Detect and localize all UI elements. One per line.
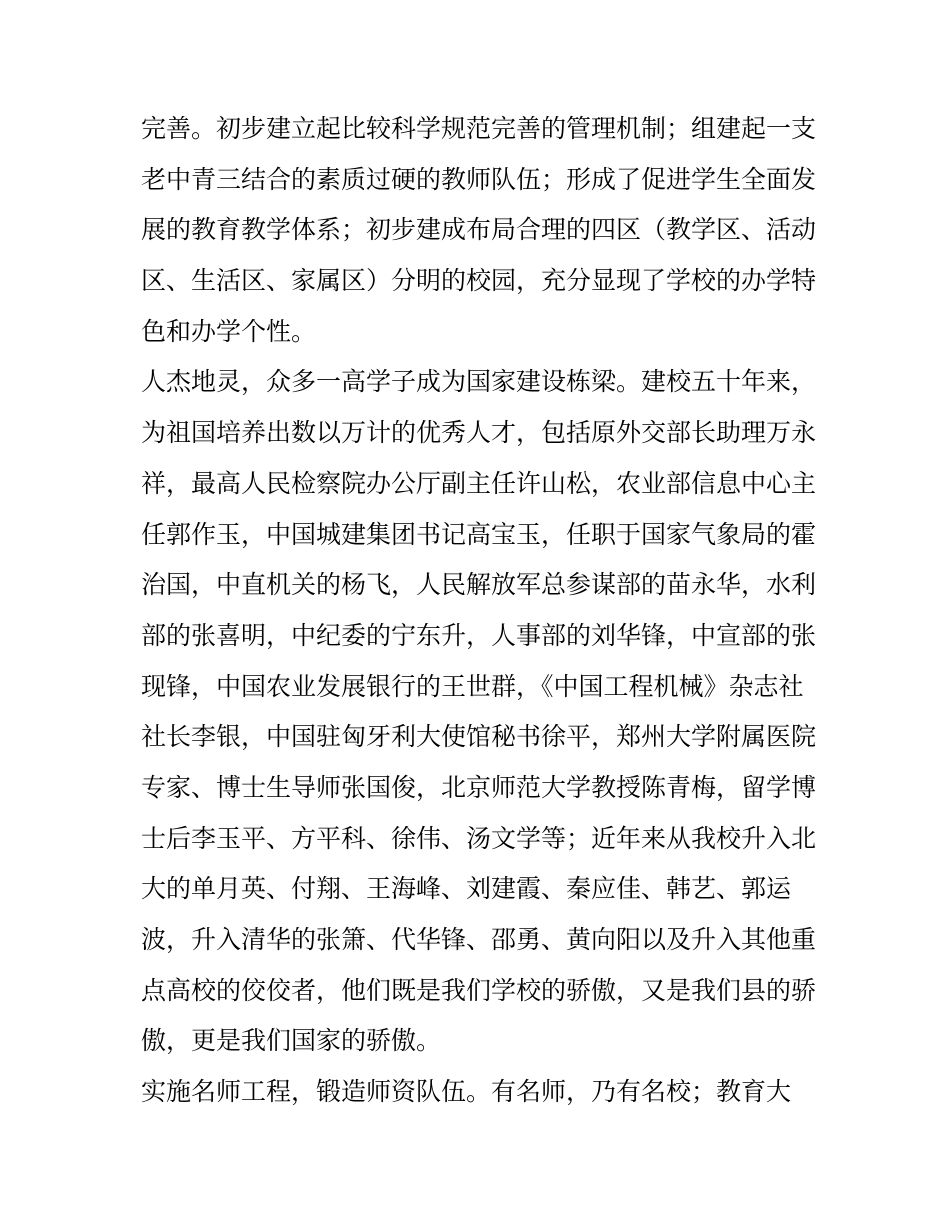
text-line: 点高校的佼佼者，他们既是我们学校的骄傲，又是我们县的骄: [141, 975, 817, 1005]
text-line: 傲，更是我们国家的骄傲。: [141, 1026, 442, 1056]
text-line: 祥，最高人民检察院办公厅副主任许山松，农业部信息中心主: [141, 468, 817, 498]
text-line: 治国，中直机关的杨飞，人民解放军总参谋部的苗永华，水利: [141, 570, 817, 600]
paragraph-school-development: [141, 104, 817, 357]
text-line: 专家、博士生导师张国俊，北京师范大学教授陈青梅，留学博: [141, 772, 817, 802]
text-line: 老中青三结合的素质过硬的教师队伍；形成了促进学生全面发: [141, 164, 817, 194]
text-line: 实施名师工程，锻造师资队伍。有名师，乃有名校；教育大: [141, 1077, 792, 1107]
document-body: [141, 104, 817, 1118]
text-line: 完善。初步建立起比较科学规范完善的管理机制；组建起一支: [141, 114, 817, 143]
text-line: 为祖国培养出数以万计的优秀人才，包括原外交部长助理万永: [141, 418, 817, 448]
text-line: 社长李银，中国驻匈牙利大使馆秘书徐平，郑州大学附属医院: [141, 722, 817, 752]
text-line: 部的张喜明，中纪委的宁东升，人事部的刘华锋，中宣部的张: [141, 620, 817, 650]
paragraph-alumni: [141, 357, 817, 1067]
text-line: 大的单月英、付翔、王海峰、刘建霞、秦应佳、韩艺、郭运: [141, 874, 792, 904]
text-line: 波，升入清华的张箫、代华锋、邵勇、黄向阳以及升入其他重: [141, 925, 817, 954]
text-line: 士后李玉平、方平科、徐伟、汤文学等；近年来从我校升入北: [141, 823, 817, 853]
text-line: 展的教育教学体系；初步建成布局合理的四区（教学区、活动: [141, 215, 817, 245]
text-line: 区、生活区、家属区）分明的校园，充分显现了学校的办学特: [141, 266, 817, 296]
text-line: 任郭作玉，中国城建集团书记高宝玉，任职于国家气象局的霍: [141, 519, 817, 549]
paragraph-teacher-program: [141, 1067, 813, 1118]
text-line: 色和办学个性。: [141, 316, 317, 346]
text-line: 现锋，中国农业发展银行的王世群，《中国工程机械》杂志社: [141, 671, 804, 701]
text-line: 人杰地灵，众多一高学子成为国家建设栋梁。建校五十年来，: [141, 367, 817, 397]
